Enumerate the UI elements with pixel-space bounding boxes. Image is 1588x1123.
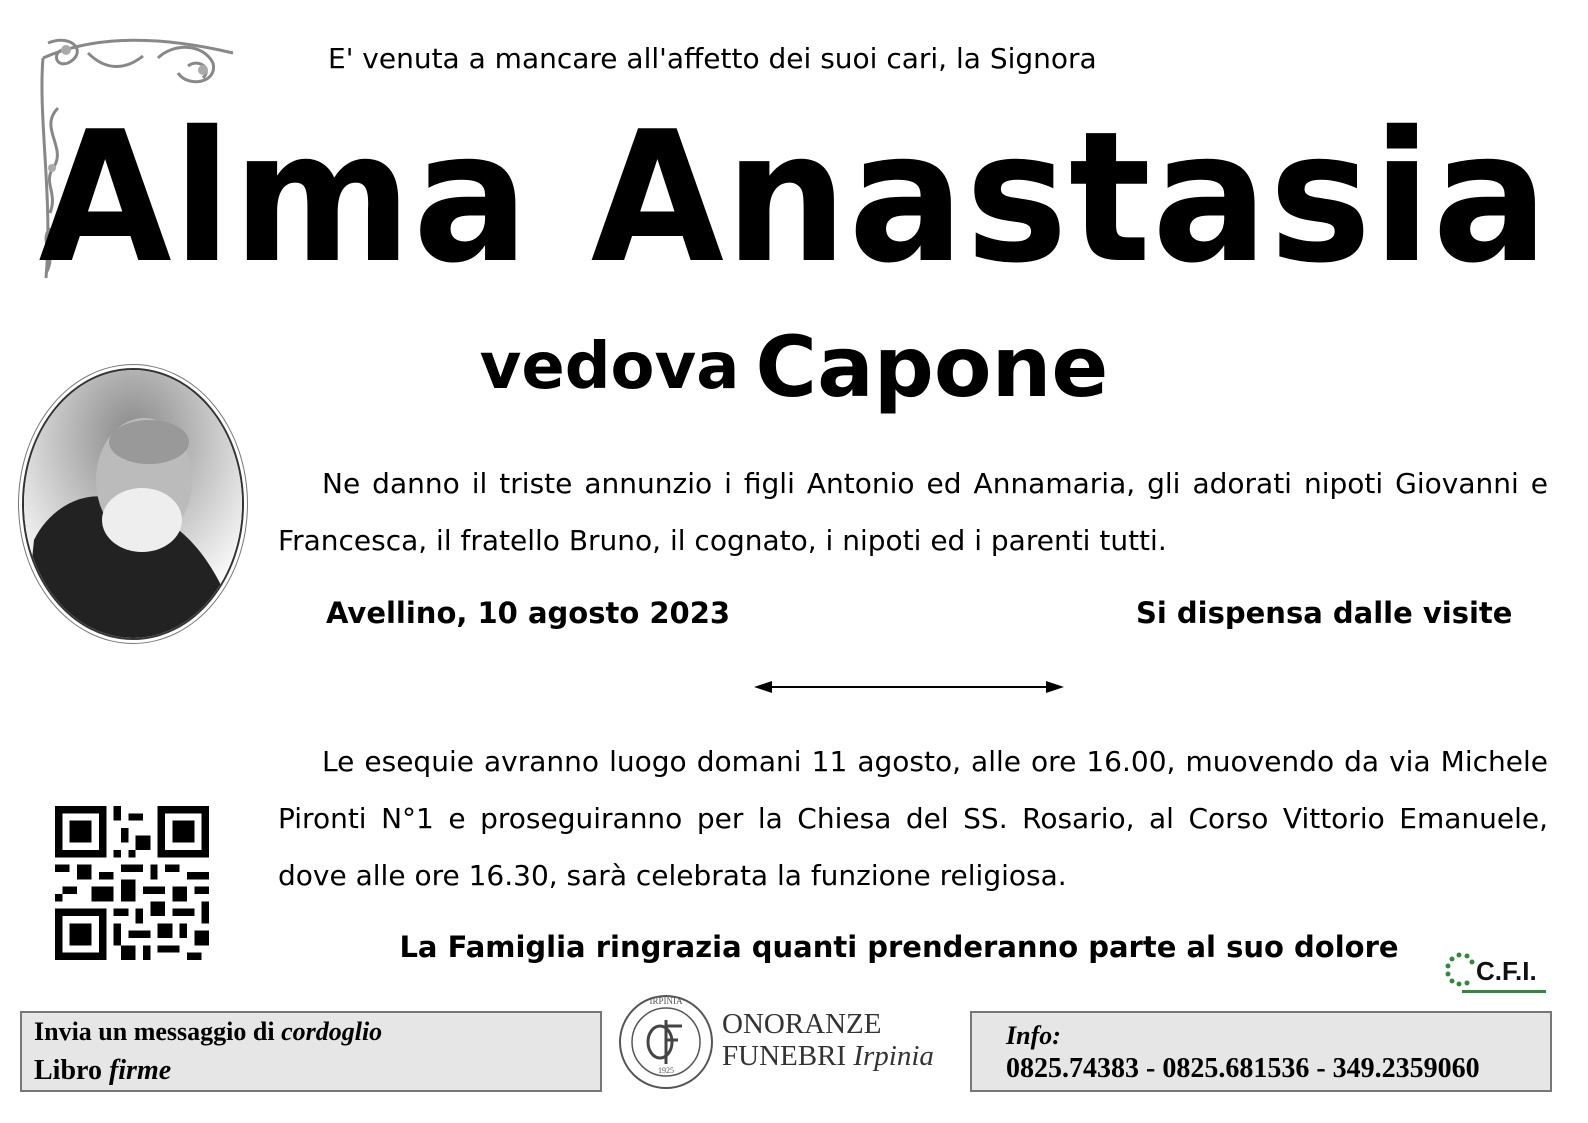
- deceased-name-text: Alma Anastasia: [38, 91, 1550, 303]
- agency-seal-logo: [616, 992, 716, 1092]
- condolence-message-box[interactable]: [20, 1011, 602, 1092]
- info-label: Info:: [1006, 1021, 1061, 1050]
- announcement-paragraph: Ne danno il triste annunzio i figli Antonio ed Annamaria, gli adorati nipoti Giovanni e Francesca, il fratello Bruno, il cognato, i nipoti ed i parenti tutti.: [278, 467, 1548, 557]
- agency-line2: [722, 1040, 934, 1072]
- agency-irpinia: Irpinia: [853, 1040, 934, 1072]
- send-condolence-link[interactable]: [34, 1017, 382, 1047]
- funeral-paragraph: Le esequie avranno luogo domani 11 agosto, alle ore 16.00, muovendo da via Michele Pironti N°1 e proseguiranno per la Chiesa del SS. Rosario, al Corso Vittorio Emanuele, dove alle ore 16.30, sarà celebrata la funzione religiosa.: [278, 745, 1548, 892]
- agency-line1: ONORANZE: [722, 1008, 882, 1040]
- thanks-note: [0, 930, 1588, 964]
- info-box: [970, 1011, 1552, 1092]
- cfi-logo: [1442, 946, 1548, 998]
- info-phones[interactable]: 0825.74383 - 0825.681536 - 349.2359060: [1006, 1053, 1480, 1084]
- agency-funebri: FUNEBRI: [722, 1040, 854, 1072]
- portrait-photo: [22, 368, 244, 640]
- no-visits-note: Si dispensa dalle visite: [1136, 596, 1513, 630]
- cfi-logo-text: C.F.I.: [1476, 956, 1537, 986]
- condolence-word: cordoglio: [281, 1017, 383, 1046]
- book-text: Libro: [34, 1055, 109, 1086]
- widow-surname: Capone: [755, 318, 1109, 416]
- thanks-text: La Famiglia ringrazia quanti prenderanno parte al suo dolore: [399, 930, 1399, 964]
- portrait-illustration: [24, 370, 242, 638]
- svg-text:1925: 1925: [658, 1066, 674, 1075]
- widow-line: [0, 318, 1588, 416]
- place-date: Avellino, 10 agosto 2023: [326, 596, 731, 630]
- agency-name: [722, 1008, 934, 1072]
- send-message-text: Invia un messaggio di: [34, 1017, 282, 1046]
- svg-text:IRPINIA: IRPINIA: [649, 996, 683, 1006]
- guestbook-link[interactable]: [34, 1055, 171, 1087]
- double-arrow-divider: [752, 676, 1066, 698]
- signatures-word: firme: [108, 1055, 172, 1086]
- intro-text: E' venuta a mancare all'affetto dei suoi cari, la Signora: [328, 42, 1097, 75]
- deceased-name: [0, 91, 1588, 303]
- widow-prefix: vedova: [479, 330, 740, 404]
